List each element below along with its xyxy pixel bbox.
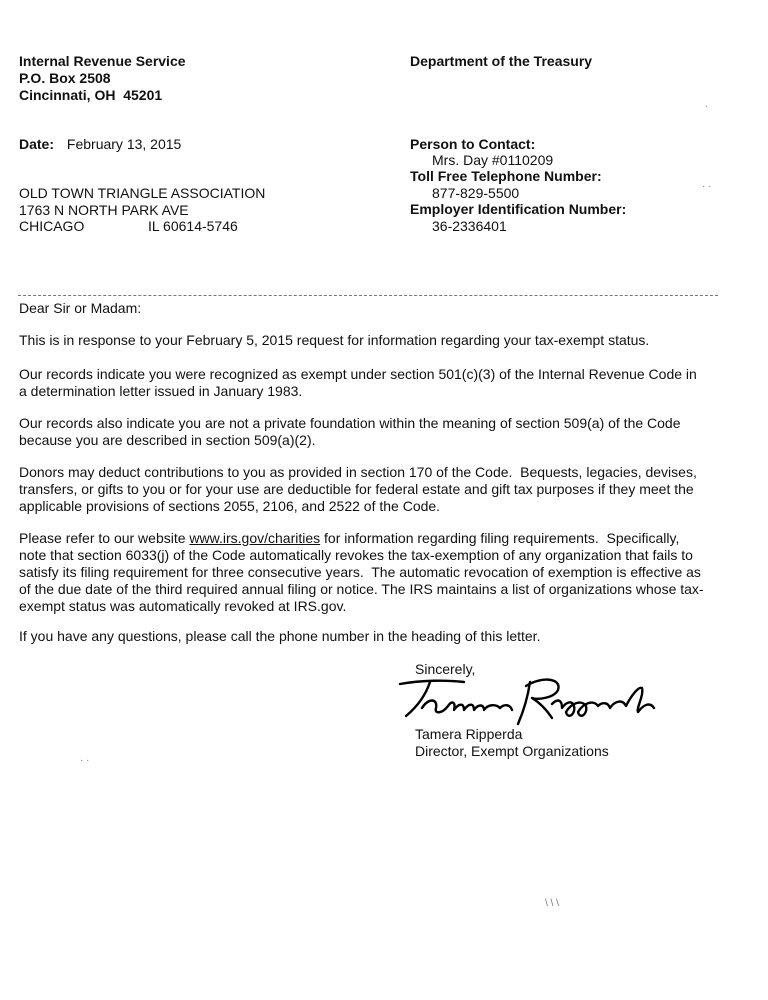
recipient-name: OLD TOWN TRIANGLE ASSOCIATION bbox=[19, 185, 266, 201]
paragraph-line: note that section 6033(j) of the Code automatically revokes the tax-exemption of any organization that fails to bbox=[19, 547, 693, 563]
paragraph-line: Donors may deduct contributions to you as provided in section 170 of the Code. Bequests, legacies, devises, bbox=[19, 464, 697, 480]
body-paragraph-3 bbox=[19, 415, 719, 449]
paragraph-line: If you have any questions, please call the phone number in the heading of this letter. bbox=[19, 628, 541, 644]
irs-charities-link[interactable]: www.irs.gov/charities bbox=[189, 530, 321, 546]
body-paragraph-6 bbox=[19, 628, 719, 645]
paragraph-line: Our records indicate you were recognized as exempt under section 501(c)(3) of the Internal Revenue Code in bbox=[19, 366, 697, 382]
recipient-street: 1763 N NORTH PARK AVE bbox=[19, 202, 189, 218]
signer-name: Tamera Ripperda bbox=[415, 726, 523, 742]
body-paragraph-4 bbox=[19, 464, 719, 515]
paragraph-line: applicable provisions of sections 2055, 2106, and 2522 of the Code. bbox=[19, 498, 441, 514]
recipient-state-zip: IL 60614-5746 bbox=[148, 218, 238, 234]
scan-speck: · · bbox=[702, 181, 712, 192]
sender-address-line2: Cincinnati, OH 45201 bbox=[19, 87, 163, 103]
contact-phone-value: 877-829-5500 bbox=[432, 185, 520, 201]
date-value: February 13, 2015 bbox=[66, 136, 182, 152]
contact-ein-label: Employer Identification Number: bbox=[410, 201, 627, 217]
contact-person-value: Mrs. Day #0110209 bbox=[432, 152, 554, 168]
paragraph-text: Please refer to our website bbox=[19, 530, 190, 546]
body-paragraph-5 bbox=[19, 530, 719, 615]
date-line bbox=[19, 136, 181, 153]
paragraph-line: of the due date of the third required annual filing or notice. The IRS maintains a list of organizations whose tax- bbox=[19, 581, 704, 597]
recipient-city: CHICAGO bbox=[19, 218, 85, 234]
scan-divider-line bbox=[18, 295, 718, 296]
contact-phone-label: Toll Free Telephone Number: bbox=[410, 168, 602, 184]
contact-ein-value: 36-2336401 bbox=[432, 218, 507, 234]
paragraph-line: satisfy its filing requirement for three consecutive years. The automatic revocation of exemption is effective as bbox=[19, 564, 701, 580]
paragraph-line: Our records also indicate you are not a private foundation within the meaning of section 509(a) of the Code bbox=[19, 415, 681, 431]
body-paragraph-1 bbox=[19, 332, 719, 349]
department-name: Department of the Treasury bbox=[410, 53, 593, 69]
paragraph-line: because you are described in section 509(a)(2). bbox=[19, 432, 316, 448]
signature-text: Tamera Ripperda bbox=[392, 668, 400, 669]
scan-speck: \ \ \ bbox=[545, 898, 559, 909]
handwritten-signature bbox=[392, 668, 667, 728]
scan-speck: · bbox=[705, 101, 709, 112]
body-paragraph-2 bbox=[19, 366, 719, 400]
paragraph-line: a determination letter issued in January 1983. bbox=[19, 383, 303, 399]
signer-title: Director, Exempt Organizations bbox=[415, 743, 609, 759]
date-label: Date: bbox=[19, 136, 55, 152]
paragraph-line: exempt status was automatically revoked at IRS.gov. bbox=[19, 598, 347, 614]
sender-address-line1: P.O. Box 2508 bbox=[19, 70, 111, 86]
sender-name: Internal Revenue Service bbox=[19, 53, 186, 69]
paragraph-line: This is in response to your February 5, 2015 request for information regarding your tax-exempt status. bbox=[19, 332, 650, 348]
scan-speck: · · bbox=[80, 755, 90, 766]
salutation: Dear Sir or Madam: bbox=[19, 300, 142, 316]
contact-person-label: Person to Contact: bbox=[410, 136, 536, 152]
paragraph-line: transfers, or gifts to you or for your use are deductible for federal estate and gift tax purposes if they meet the bbox=[19, 481, 694, 497]
paragraph-line bbox=[19, 530, 719, 547]
valediction: Sincerely, bbox=[415, 661, 476, 677]
paragraph-text: for information regarding filing requirements. Specifically, bbox=[320, 530, 680, 546]
